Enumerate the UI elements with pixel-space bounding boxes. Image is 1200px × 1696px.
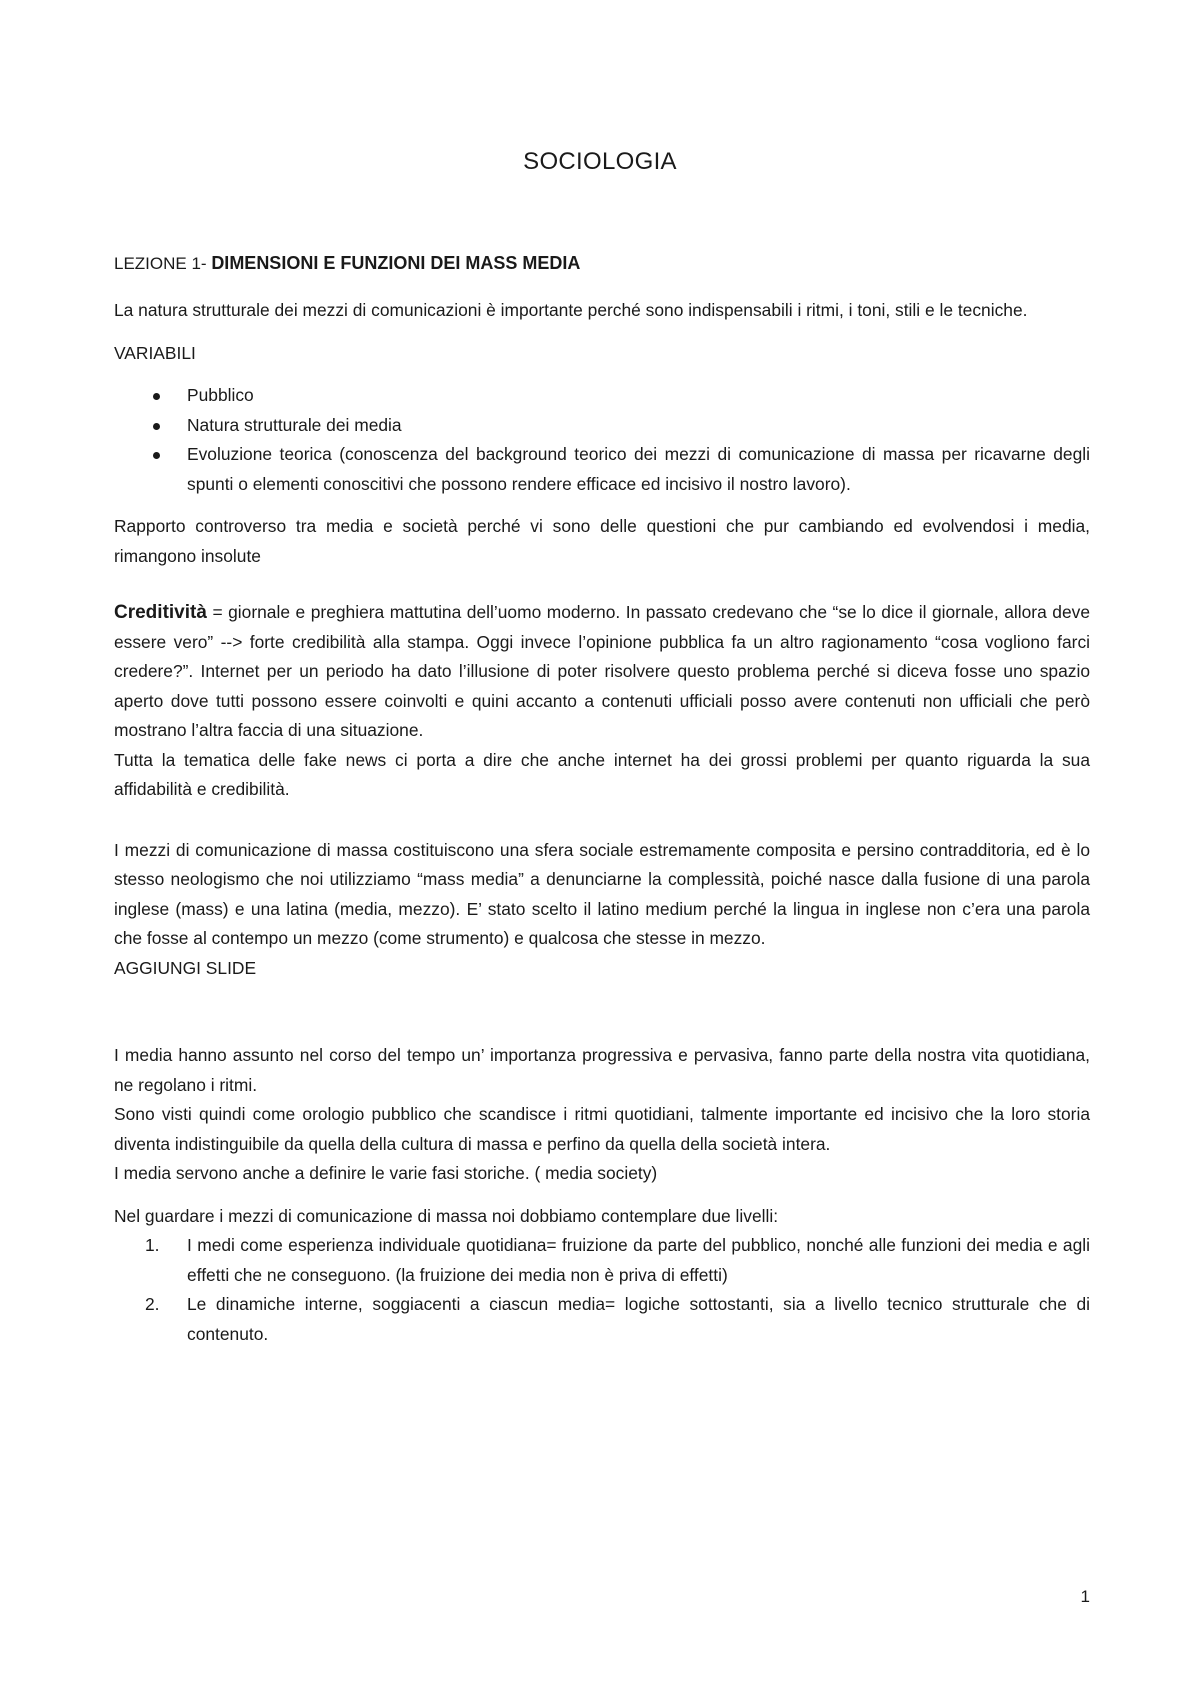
public-clock-paragraph: Sono visti quindi come orologio pubblico che scandisce i ritmi quotidiani, talmente importante ed incisivo che la loro storia diventa indistinguibile da quella della cultura di massa e perfino da quella della società intera. bbox=[114, 1104, 1090, 1154]
lesson-title: DIMENSIONI E FUNZIONI DEI MASS MEDIA bbox=[211, 253, 581, 273]
levels-list bbox=[114, 1231, 1090, 1349]
list-item-text: I medi come esperienza individuale quotidiana= fruizione da parte del pubblico, nonché alle funzioni dei media e agli effetti che ne conseguono. (la fruizione dei media non è priva di effetti) bbox=[187, 1235, 1090, 1285]
credibility-label: Creditività bbox=[114, 602, 207, 623]
credibility-paragraph bbox=[114, 598, 1090, 746]
variables-heading: VARIABILI bbox=[114, 342, 196, 363]
list-item-text: Natura strutturale dei media bbox=[187, 414, 402, 435]
page-title: SOCIOLOGIA bbox=[523, 148, 677, 175]
media-importance-paragraph: I media hanno assunto nel corso del tempo un’ importanza progressiva e pervasiva, fanno parte della nostra vita quotidiana, ne regolano i ritmi. bbox=[114, 1045, 1090, 1095]
list-number: 1. bbox=[145, 1235, 160, 1255]
bullet-icon bbox=[153, 452, 160, 459]
add-slide-note: AGGIUNGI SLIDE bbox=[114, 957, 257, 978]
list-item bbox=[114, 1231, 1090, 1290]
bullet-icon bbox=[153, 423, 160, 430]
list-item-text: Pubblico bbox=[187, 385, 254, 405]
document-body bbox=[114, 296, 1090, 1349]
variables-list bbox=[114, 381, 1090, 499]
list-item bbox=[114, 440, 1090, 499]
rapporto-paragraph: Rapporto controverso tra media e società perché vi sono delle questioni che pur cambiando ed evolvendosi i media, rimangono insolute bbox=[114, 516, 1090, 566]
bullet-icon bbox=[153, 393, 160, 400]
mass-media-paragraph: I mezzi di comunicazione di massa costituiscono una sfera sociale estremamente composita e persino contradditoria, ed è lo stesso neologismo che noi utilizziamo “mass media” a denunciarne la complessità, poiché nasce dalla fusione di una parola inglese (mass) e una latina (media, mezzo). E’ stato scelto il latino medium perché la lingua in inglese non c’era una parola che fosse al contempo un mezzo (come strumento) e qualcosa che stesse in mezzo. bbox=[114, 839, 1090, 948]
list-item-text: Evoluzione teorica (conoscenza del background teorico dei mezzi di comunicazione di massa per ricavarne degli spunti o elementi conoscitivi che possono rendere efficace ed incisivo il nostro lavoro). bbox=[187, 444, 1090, 494]
levels-intro: Nel guardare i mezzi di comunicazione di massa noi dobbiamo contemplare due livelli: bbox=[114, 1205, 779, 1226]
fake-news-paragraph: Tutta la tematica delle fake news ci porta a dire che anche internet ha dei grossi problemi per quanto riguarda la sua affidabilità e credibilità. bbox=[114, 749, 1090, 799]
page-number: 1 bbox=[1080, 1587, 1090, 1606]
credibility-text: = giornale e preghiera mattutina dell’uomo moderno. In passato credevano che “se lo dice il giornale, allora deve essere vero” --> forte credibilità alla stampa. Oggi invece l’opinione pubblica fa un altro ragionamento “cosa vogliono farci credere?”. Internet per un periodo ha dato l’illusione di poter risolvere questo problema perché si diceva fosse uno spazio aperto dove tutti possono essere coinvolti e quini accanto a contenuti ufficiali posso avere contenuti non ufficiali che però mostrano l’altra faccia di una situazione. bbox=[114, 602, 1090, 740]
list-item bbox=[114, 381, 1090, 411]
list-number: 2. bbox=[145, 1294, 160, 1314]
list-item bbox=[114, 411, 1090, 441]
intro-paragraph: La natura strutturale dei mezzi di comunicazioni è importante perché sono indispensabili i ritmi, i toni, stili e le tecniche. bbox=[114, 300, 1028, 320]
lesson-heading bbox=[114, 253, 580, 274]
historical-phases-paragraph: I media servono anche a definire le varie fasi storiche. ( media society) bbox=[114, 1163, 658, 1183]
list-item-text: Le dinamiche interne, soggiacenti a ciascun media= logiche sottostanti, sia a livello tecnico strutturale che di contenuto. bbox=[187, 1294, 1090, 1344]
lesson-prefix: LEZIONE 1- bbox=[114, 254, 212, 273]
list-item bbox=[114, 1290, 1090, 1349]
